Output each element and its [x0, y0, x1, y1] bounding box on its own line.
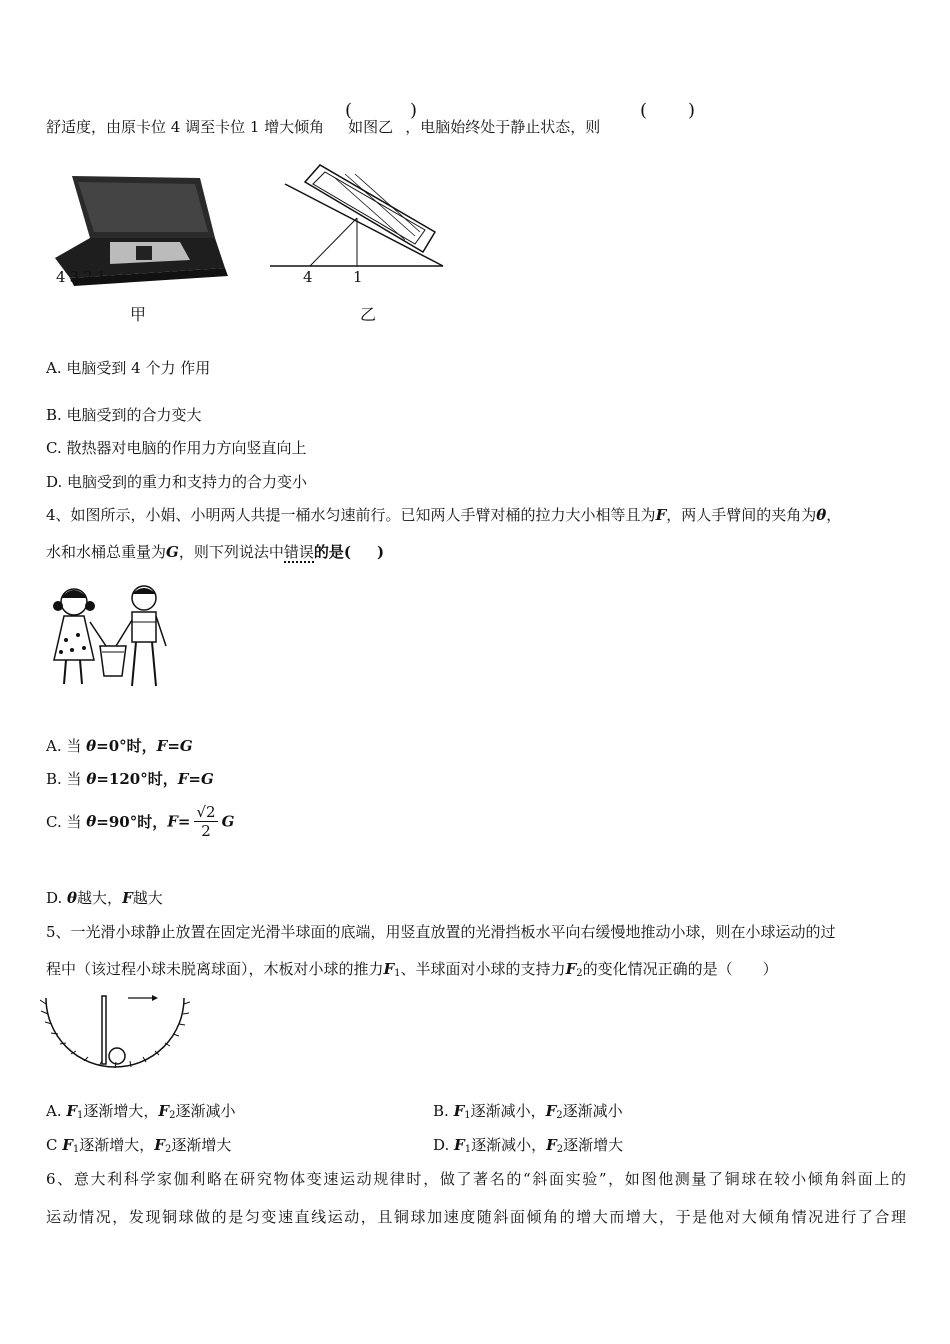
slot-2: 2	[83, 268, 97, 286]
q5-option-b	[433, 1100, 623, 1121]
q4-option-c-prefix: C. 当	[46, 813, 87, 831]
subscript-2: 2	[164, 1144, 172, 1155]
q5-option-c	[46, 1134, 231, 1155]
q4-option-b-result: =G	[188, 770, 214, 788]
var-F2: F	[158, 1102, 170, 1120]
q5-option-a-part1: 逐渐增大，	[83, 1102, 159, 1120]
var-F: F	[122, 889, 133, 907]
q5-option-c-part2: 逐渐增大	[171, 1136, 232, 1154]
var-F1: F	[454, 1136, 465, 1154]
q4-option-b-prefix: B. 当	[46, 770, 87, 788]
q5-option-c-prefix: C	[46, 1136, 63, 1154]
var-F: F	[177, 770, 189, 788]
q5-option-d-part2: 逐渐增大	[563, 1136, 624, 1154]
q4-option-d-tail: 越大	[132, 889, 163, 907]
var-F2: F	[565, 960, 577, 978]
q3-stem	[46, 116, 600, 137]
q4-option-c-cond: =90°时，	[96, 813, 168, 831]
q4-option-d-prefix: D.	[46, 889, 68, 907]
q5-option-c-part1: 逐渐增大，	[79, 1136, 155, 1154]
q4-stem-line2-a: 水和水桶总重量为	[46, 543, 167, 561]
q4-stem-line1-a: 4、如图所示，小娟、小明两人共提一桶水匀速前行。已知两人手臂对桶的拉力大小相等且为	[46, 506, 656, 524]
q5-option-b-part2: 逐渐减小	[562, 1102, 623, 1120]
q4-stem-line2-b: ，则下列说法中	[178, 543, 284, 561]
q4-option-a-cond: =0°时，	[96, 737, 157, 755]
subscript-2: 2	[556, 1110, 563, 1121]
var-theta: θ	[86, 770, 97, 788]
q4-stem-line1-c: ，	[826, 506, 842, 524]
var-theta: θ	[816, 506, 827, 524]
q3-option-a: A. 电脑受到 4 个力 作用	[46, 359, 211, 377]
q5-stem-line2-c: 的变化情况正确的是（	[582, 960, 733, 978]
subscript-1: 1	[464, 1110, 471, 1121]
q5-option-d	[433, 1134, 623, 1155]
q4-stem-line2-d: )	[376, 543, 385, 561]
var-F2: F	[154, 1136, 165, 1154]
subscript-1: 1	[72, 1144, 80, 1155]
q3-option-b: B. 电脑受到的合力变大	[46, 406, 202, 424]
var-F1: F	[383, 960, 395, 978]
var-theta: θ	[67, 889, 78, 907]
slot-3: 3	[69, 268, 84, 286]
children-bucket-figure	[46, 580, 176, 695]
hemisphere-figure	[40, 990, 190, 1070]
q4-option-b-cond: =120°时，	[96, 770, 178, 788]
fraction-denominator: 2	[201, 822, 211, 840]
q5-option-a-part2: 逐渐减小	[175, 1102, 236, 1120]
q5-option-a-prefix: A.	[46, 1102, 67, 1120]
q6-line1: 6、意大利科学家伽利略在研究物体变速运动规律时，做了著名的“斜面实验”，如图他测量了铜球在较小倾角斜面上的	[46, 1170, 906, 1188]
var-F2: F	[546, 1136, 557, 1154]
incline-label-1: 1	[353, 268, 363, 286]
subscript-2: 2	[576, 968, 583, 979]
answer-paren-close: )	[688, 100, 696, 121]
subscript-2: 2	[169, 1110, 176, 1121]
fraction-numerator: √2	[196, 803, 216, 821]
q5-stem-line2	[46, 958, 778, 979]
var-F: F	[655, 506, 667, 524]
q5-stem-line2-a: 程中（该过程小球未脱离球面），木板对小球的推力	[46, 960, 384, 978]
q3-option-d: D. 电脑受到的重力和支持力的合力变小	[46, 473, 308, 491]
fig-label-yi: 乙	[360, 305, 377, 324]
q4-stem-line2	[46, 541, 384, 562]
var-theta: θ	[86, 812, 97, 831]
q4-option-c-tail: G	[221, 812, 235, 831]
subscript-2: 2	[556, 1144, 564, 1155]
paren-open-1: (	[345, 100, 353, 121]
q3-option-c: C. 散热器对电脑的作用力方向竖直向上	[46, 439, 307, 457]
q6-line2: 运动情况，发现铜球做的是匀变速直线运动，且铜球加速度随斜面倾角的增大而增大，于是他对大倾角情况进行了合理	[46, 1208, 906, 1226]
emphasis-wrong: 错误	[283, 543, 314, 561]
q5-option-a	[46, 1100, 235, 1121]
q3-stem-part1: 舒适度，由原卡位 4 调至卡位 1 增大倾角	[46, 118, 325, 136]
var-F: F	[156, 737, 168, 755]
incline-diagram	[265, 160, 455, 270]
q4-option-b	[46, 768, 214, 789]
q5-stem-line2-b: 、半球面对小球的支持力	[400, 960, 566, 978]
incline-label-4: 4	[303, 268, 313, 286]
var-F1: F	[453, 1102, 465, 1120]
var-F1: F	[66, 1102, 78, 1120]
answer-paren-open: (	[640, 100, 648, 121]
fig-label-jia: 甲	[130, 305, 147, 324]
q5-option-d-prefix: D.	[433, 1136, 455, 1154]
q4-stem-line2-c: 的是(	[313, 543, 351, 561]
var-F1: F	[62, 1136, 73, 1154]
paren-close-1: )	[410, 100, 418, 121]
q4-option-a-prefix: A. 当	[46, 737, 87, 755]
q4-option-d-mid: 越大，	[77, 889, 123, 907]
q5-stem-line2-d: ）	[762, 960, 778, 978]
var-F2: F	[545, 1102, 557, 1120]
slot-labels	[56, 268, 110, 286]
q5-option-b-prefix: B.	[433, 1102, 454, 1120]
q4-option-d	[46, 887, 163, 908]
q3-stem-part3: ，电脑始终处于静止状态，则	[405, 118, 601, 136]
q5-option-d-part1: 逐渐减小，	[471, 1136, 547, 1154]
var-theta: θ	[86, 737, 97, 755]
q4-stem-line1-b: ，两人手臂间的夹角为	[666, 506, 817, 524]
slot-1: 1	[96, 268, 111, 286]
slot-4: 4	[56, 268, 70, 286]
q5-stem-line1: 5、一光滑小球静止放置在固定光滑半球面的底端，用竖直放置的光滑挡板水平向右缓慢地推动小球，则在小球运动的过	[46, 923, 836, 941]
q3-stem-part2: 如图乙	[348, 118, 394, 136]
q4-option-a	[46, 735, 193, 756]
var-F: F	[167, 812, 178, 831]
subscript-1: 1	[77, 1110, 84, 1121]
q4-option-c-equals: =	[177, 812, 191, 831]
q4-option-a-result: =G	[167, 737, 193, 755]
fraction-root2-over-2	[194, 803, 217, 840]
var-G: G	[166, 543, 179, 561]
q4-option-c	[46, 803, 234, 840]
q5-option-b-part1: 逐渐减小，	[470, 1102, 546, 1120]
subscript-1: 1	[394, 968, 401, 979]
q4-stem-line1	[46, 504, 841, 525]
subscript-1: 1	[464, 1144, 472, 1155]
